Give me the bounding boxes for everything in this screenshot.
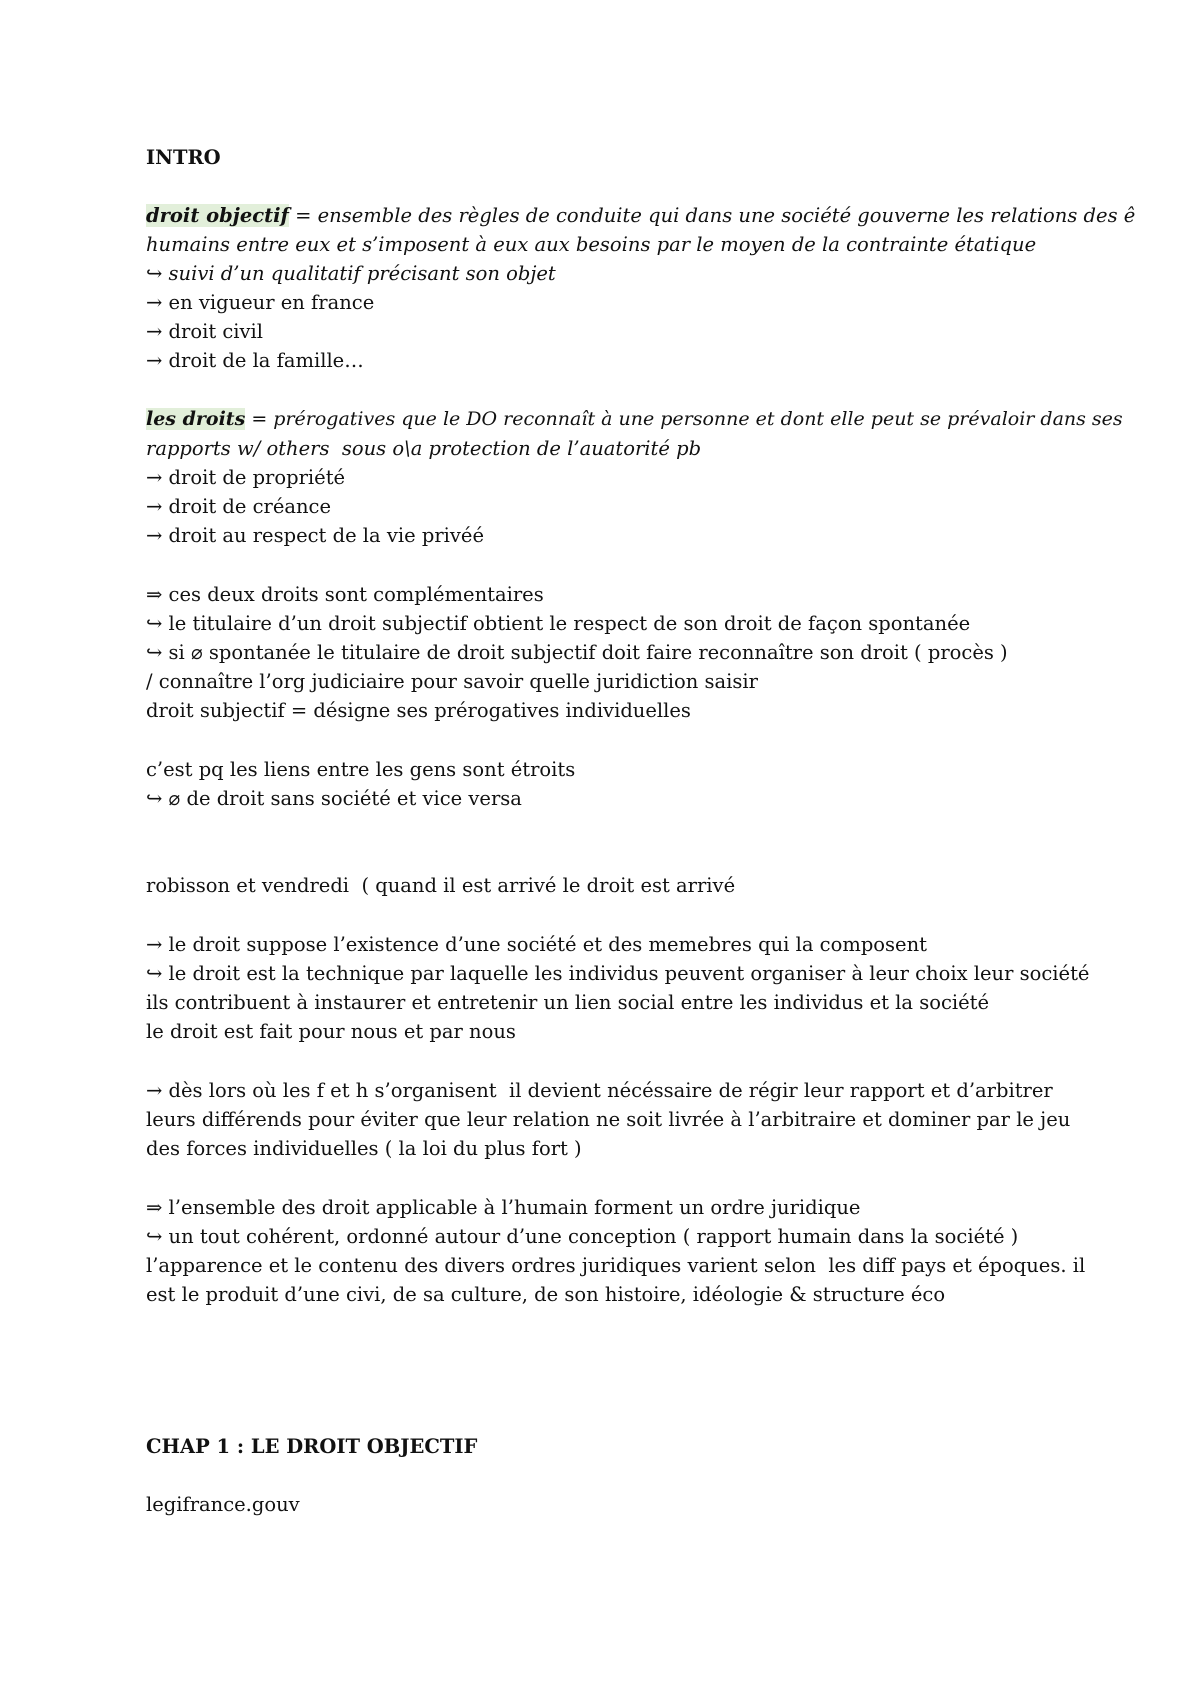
- droit-objectif-definition-line-2: humains entre eux et s’imposent à eux aux besoins par le moyen de la contrainte étatique: [146, 233, 1037, 256]
- text-line: ↪ un tout cohérent, ordonné autour d’une conception ( rapport humain dans la société ): [146, 1225, 1019, 1248]
- definition-text: = prérogatives que le DO reconnaît à une personne et dont elle peut se prévaloir dans ses: [245, 408, 1123, 430]
- text-line: des forces individuelles ( la loi du plus fort ): [146, 1137, 582, 1160]
- legifrance-link-text: legifrance.gouv: [146, 1493, 300, 1516]
- text-line: ↪ ⌀ de droit sans société et vice versa: [146, 787, 522, 810]
- les-droits-definition-line-1: [146, 410, 1123, 429]
- list-item: → droit au respect de la vie privéé: [146, 524, 484, 547]
- term-droit-objectif: droit objectif: [146, 204, 289, 227]
- droit-objectif-definition-line-1: [146, 206, 1135, 226]
- text-line: droit subjectif = désigne ses prérogatives individuelles: [146, 699, 691, 722]
- text-line: ↪ si ⌀ spontanée le titulaire de droit subjectif doit faire reconnaître son droit ( procès ): [146, 641, 1008, 664]
- text-line: ⇒ l’ensemble des droit applicable à l’humain forment un ordre juridique: [146, 1196, 861, 1219]
- list-item: → droit de créance: [146, 495, 332, 518]
- section-heading-chap1: CHAP 1 : LE DROIT OBJECTIF: [146, 1435, 478, 1458]
- list-item: → droit de la famille…: [146, 349, 364, 372]
- text-line: ↪ le titulaire d’un droit subjectif obtient le respect de son droit de façon spontanée: [146, 612, 971, 635]
- text-line: leurs différends pour éviter que leur relation ne soit livrée à l’arbitraire et dominer par le jeu: [146, 1108, 1071, 1131]
- text-line: robisson et vendredi ( quand il est arrivé le droit est arrivé: [146, 874, 736, 897]
- section-heading-intro: INTRO: [146, 146, 221, 169]
- text-line: le droit est fait pour nous et par nous: [146, 1020, 516, 1043]
- definition-text: = ensemble des règles de conduite qui dans une société gouverne les relations des ê: [288, 204, 1136, 227]
- text-line: c’est pq les liens entre les gens sont étroits: [146, 758, 576, 781]
- term-les-droits: les droits: [146, 408, 246, 430]
- les-droits-definition-line-2: rapports w/ others sous o\a protection de l’auatorité pb: [146, 437, 702, 460]
- text-line: ils contribuent à instaurer et entretenir un lien social entre les individus et la société: [146, 991, 990, 1014]
- text-line: / connaître l’org judiciaire pour savoir quelle juridiction saisir: [146, 670, 758, 693]
- text-line: ⇒ ces deux droits sont complémentaires: [146, 583, 544, 606]
- text-line: → dès lors où les f et h s’organisent il devient nécéssaire de régir leur rapport et d’arbitrer: [146, 1079, 1053, 1102]
- list-item: → droit de propriété: [146, 466, 346, 489]
- list-item: → en vigueur en france: [146, 291, 375, 314]
- droit-objectif-note: ↪ suivi d’un qualitatif précisant son objet: [146, 262, 556, 285]
- text-line: → le droit suppose l’existence d’une société et des memebres qui la composent: [146, 933, 927, 956]
- text-line: ↪ le droit est la technique par laquelle les individus peuvent organiser à leur choix leur société: [146, 962, 1090, 985]
- text-line: l’apparence et le contenu des divers ordres juridiques varient selon les diff pays et époques. il: [146, 1254, 1086, 1277]
- text-line: est le produit d’une civi, de sa culture, de son histoire, idéologie & structure éco: [146, 1283, 946, 1306]
- list-item: → droit civil: [146, 320, 263, 343]
